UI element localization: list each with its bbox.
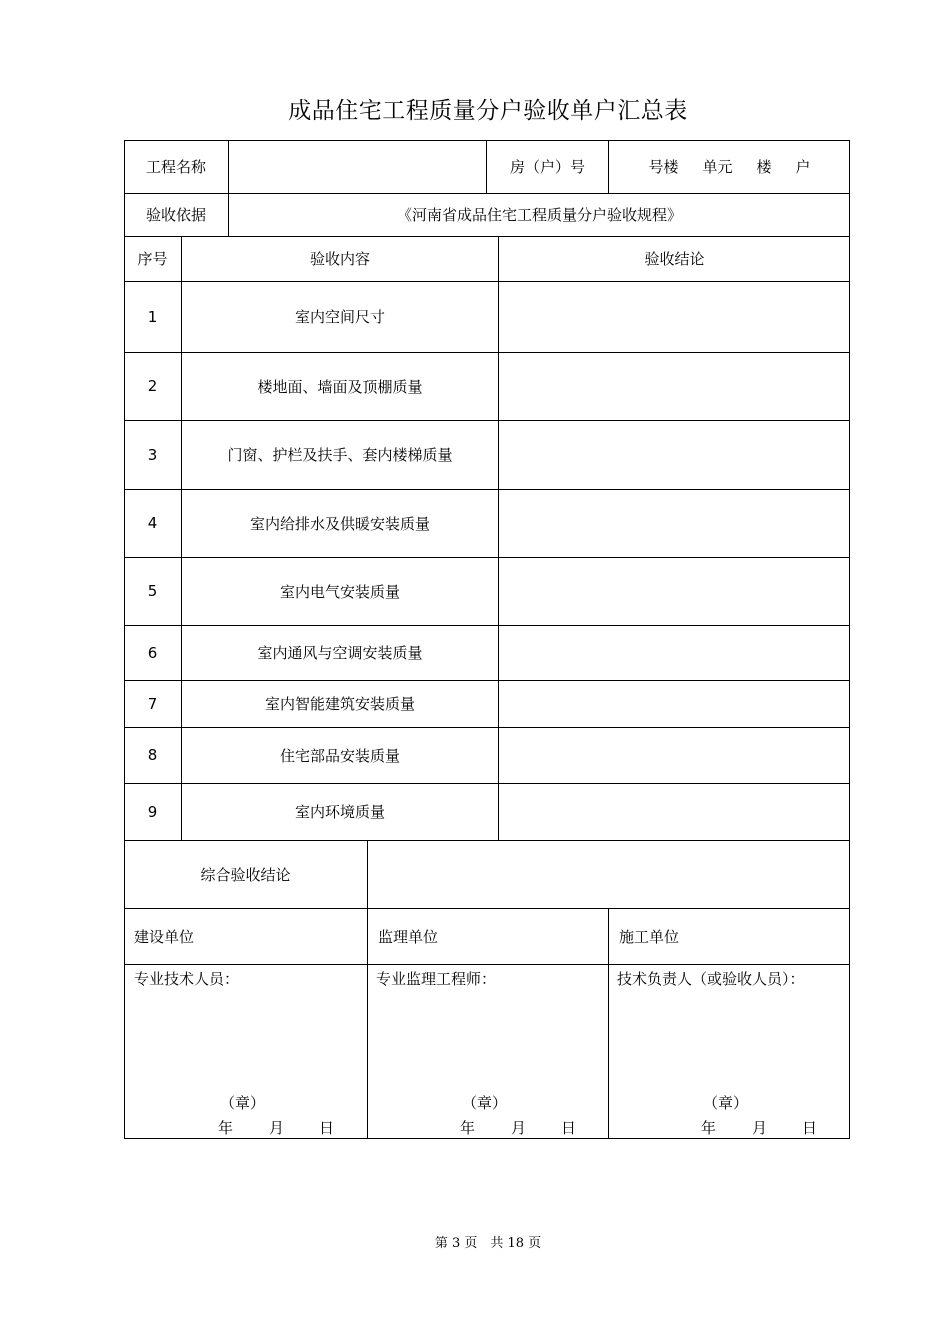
date-month-label: 月	[752, 1119, 768, 1137]
contractor-unit-label: 施工单位	[619, 927, 680, 946]
summary-label: 综合验收结论	[200, 865, 291, 884]
row-conclusion-field[interactable]	[499, 727, 850, 783]
col-header-no: 序号	[137, 250, 168, 268]
row-conclusion-field[interactable]	[499, 281, 850, 352]
row-conclusion-field[interactable]	[499, 783, 850, 840]
row-conclusion-field[interactable]	[499, 489, 850, 557]
room-number-field[interactable]	[609, 140, 850, 193]
row-no: 5	[147, 582, 158, 600]
supervision-unit-label: 监理单位	[378, 927, 439, 946]
date-day-label: 日	[561, 1119, 577, 1137]
person-label: 专业技术人员：	[134, 970, 240, 988]
date-day-label: 日	[802, 1119, 818, 1137]
row-no: 2	[147, 377, 158, 395]
row-conclusion-field[interactable]	[499, 420, 850, 489]
date-year-label: 年	[460, 1119, 476, 1137]
row-content: 门窗、护栏及扶手、套内楼梯质量	[227, 446, 453, 464]
room-number-label: 房（户）号	[509, 158, 585, 176]
row-content: 室内环境质量	[294, 803, 385, 821]
person-label: 技术负责人（或验收人员）：	[617, 970, 805, 988]
basis-label: 验收依据	[145, 206, 206, 224]
row-conclusion-field[interactable]	[499, 625, 850, 680]
date-year-label: 年	[701, 1119, 717, 1137]
seal-label: （章）	[220, 1094, 266, 1112]
col-header-conclusion: 验收结论	[644, 250, 705, 268]
date-year-label: 年	[218, 1119, 234, 1137]
row-no: 8	[147, 746, 158, 764]
date-day-label: 日	[319, 1119, 335, 1137]
row-content: 室内给排水及供暖安装质量	[249, 514, 430, 533]
row-no: 6	[147, 643, 158, 662]
floor-suffix: 楼	[756, 158, 772, 176]
row-content: 住宅部品安装质量	[279, 746, 400, 765]
basis-value: 《河南省成品住宅工程质量分户验收规程》	[396, 206, 682, 224]
row-content: 室内智能建筑安装质量	[264, 695, 415, 713]
row-no: 3	[147, 445, 158, 464]
row-content: 室内通风与空调安装质量	[257, 644, 423, 662]
person-label: 专业监理工程师：	[376, 970, 497, 988]
seal-label: （章）	[703, 1094, 749, 1112]
row-content: 楼地面、墙面及顶棚质量	[257, 377, 423, 396]
construction-unit-label: 建设单位	[134, 927, 195, 946]
row-no: 4	[147, 514, 158, 532]
page-title: 成品住宅工程质量分户验收单户汇总表	[288, 98, 688, 124]
row-no: 7	[147, 694, 158, 713]
project-name-field[interactable]	[229, 140, 486, 193]
building-suffix: 号楼	[648, 158, 679, 176]
household-suffix: 户	[795, 158, 811, 176]
row-no: 1	[147, 307, 158, 326]
page-footer: 第 3 页 共 18 页	[434, 1236, 542, 1251]
row-conclusion-field[interactable]	[499, 680, 850, 727]
col-header-content: 验收内容	[309, 250, 370, 268]
row-content: 室内空间尺寸	[294, 308, 385, 326]
summary-conclusion-field[interactable]	[368, 840, 850, 908]
row-content: 室内电气安装质量	[279, 582, 400, 601]
row-no: 9	[147, 802, 158, 821]
row-divider	[124, 964, 850, 965]
date-month-label: 月	[511, 1119, 527, 1137]
date-month-label: 月	[269, 1119, 285, 1137]
seal-label: （章）	[462, 1094, 508, 1112]
row-conclusion-field[interactable]	[499, 557, 850, 625]
project-name-label: 工程名称	[145, 158, 206, 176]
unit-suffix: 单元	[702, 158, 733, 176]
row-conclusion-field[interactable]	[499, 352, 850, 420]
